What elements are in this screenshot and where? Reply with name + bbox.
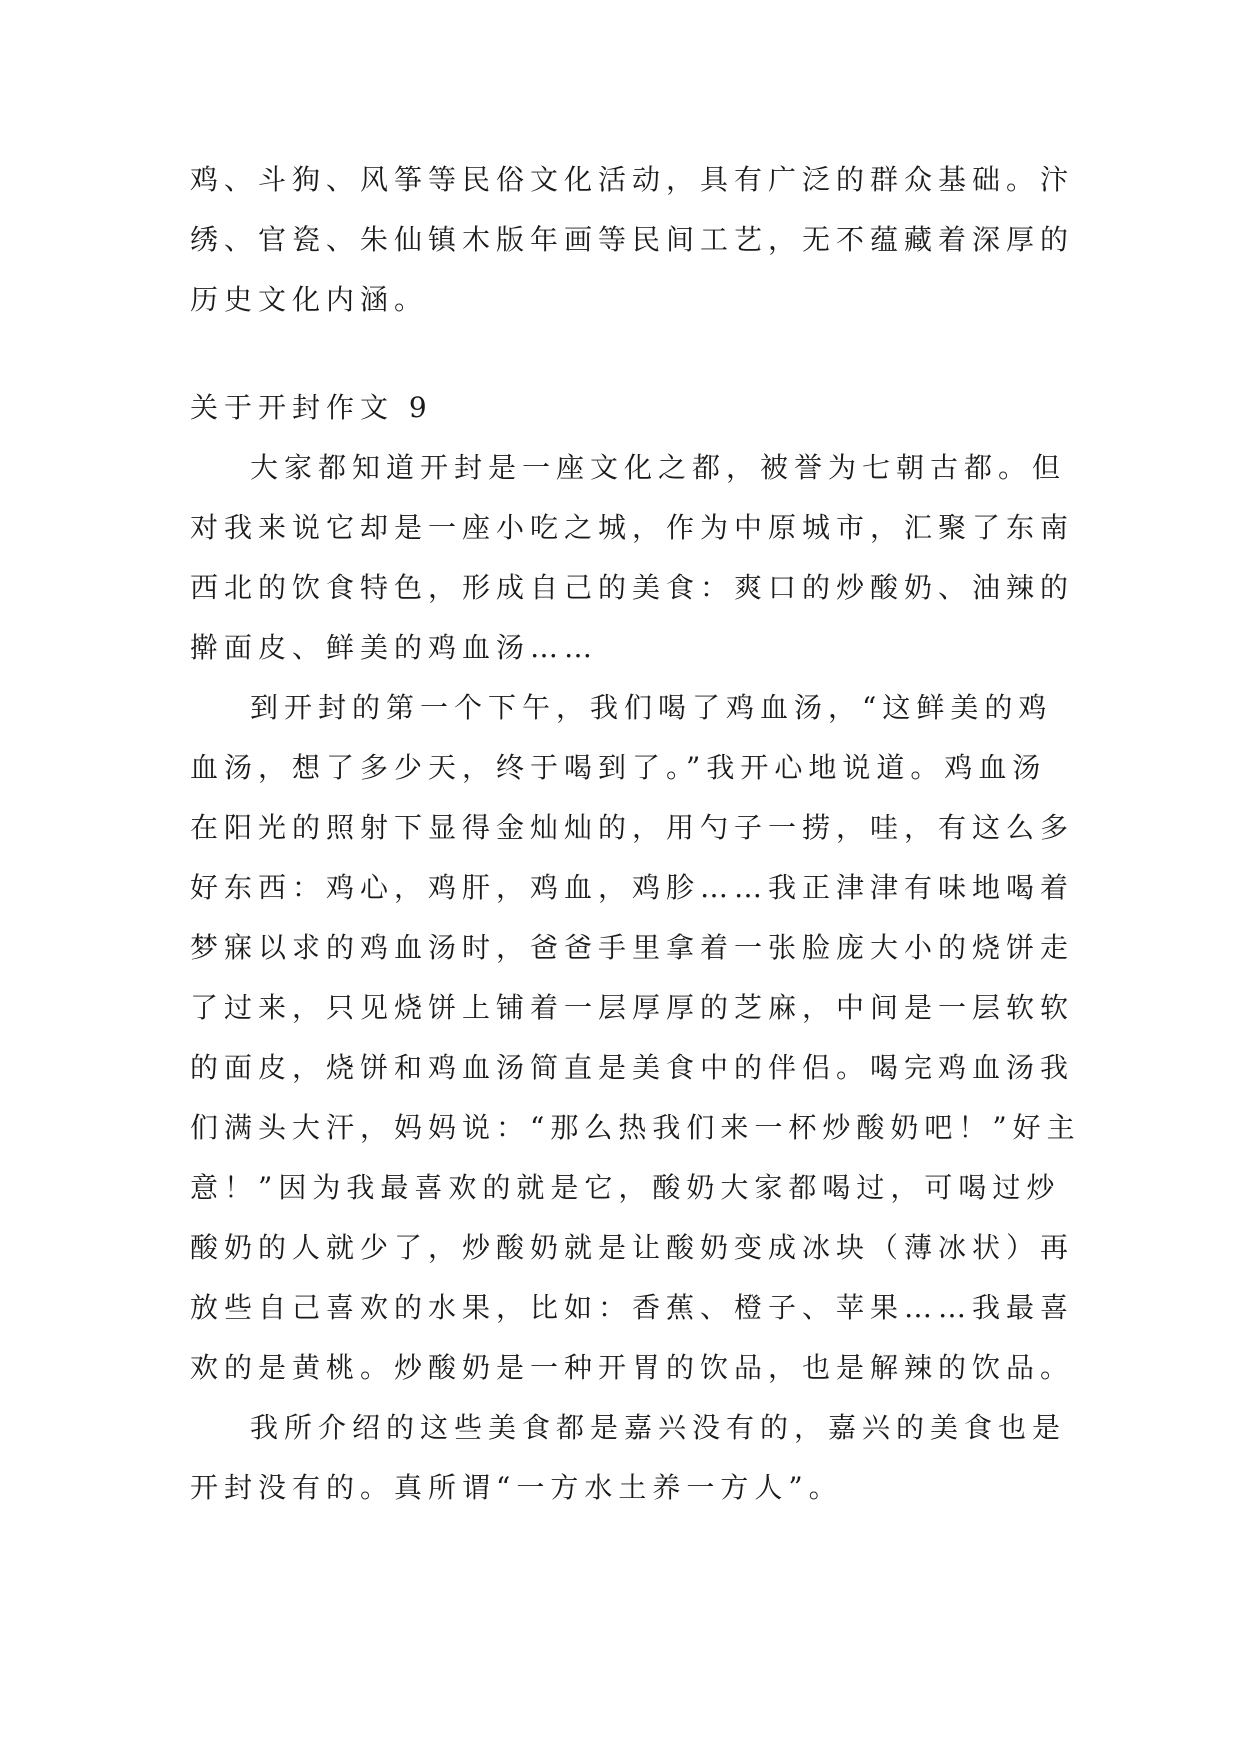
text-line: 在阳光的照射下显得金灿灿的，用勺子一捞，哇，有这么多 [190,811,1075,844]
text-line: 意！”因为我最喜欢的就是它，酸奶大家都喝过，可喝过炒 [190,1171,1061,1204]
text-line: 开封没有的。真所谓“一方水土养一方人”。 [190,1471,843,1504]
paragraph-3 [190,1398,1067,1518]
section-title: 关于开封作文 9 [190,391,433,424]
text-line: 我所介绍的这些美食都是嘉兴没有的，嘉兴的美食也是 [250,1411,1067,1444]
text-line: 的面皮，烧饼和鸡血汤简直是美食中的伴侣。喝完鸡血汤我 [190,1051,1075,1084]
text-line: 们满头大汗，妈妈说：“那么热我们来一杯炒酸奶吧！”好主 [190,1111,1081,1144]
text-line: 欢的是黄桃。炒酸奶是一种开胃的饮品，也是解辣的饮品。 [190,1351,1075,1384]
text-line: 绣、官瓷、朱仙镇木版年画等民间工艺，无不蕴藏着深厚的 [190,223,1075,256]
text-line: 血汤，想了多少天，终于喝到了。”我开心地说道。鸡血汤 [190,751,1047,784]
text-line: 放些自己喜欢的水果，比如：香蕉、橙子、苹果……我最喜 [190,1291,1075,1324]
text-line: 大家都知道开封是一座文化之都，被誉为七朝古都。但 [250,451,1067,484]
text-line: 了过来，只见烧饼上铺着一层厚厚的芝麻，中间是一层软软 [190,991,1075,1024]
text-line: 西北的饮食特色，形成自己的美食：爽口的炒酸奶、油辣的 [190,571,1075,604]
text-line: 到开封的第一个下午，我们喝了鸡血汤，“这鲜美的鸡 [250,691,1053,724]
intro-paragraph [190,150,1075,330]
text-line: 鸡、斗狗、风筝等民俗文化活动，具有广泛的群众基础。汴 [190,163,1075,196]
text-line: 对我来说它却是一座小吃之城，作为中原城市，汇聚了东南 [190,511,1075,544]
document-page [190,150,1081,1518]
text-line: 历史文化内涵。 [190,283,429,316]
paragraph-1 [190,438,1075,678]
paragraph-2 [190,678,1081,1398]
text-line: 好东西：鸡心，鸡肝，鸡血，鸡胗……我正津津有味地喝着 [190,871,1075,904]
text-line: 酸奶的人就少了，炒酸奶就是让酸奶变成冰块（薄冰状）再 [190,1231,1075,1264]
text-line: 擀面皮、鲜美的鸡血汤…… [190,631,599,664]
text-line: 梦寐以求的鸡血汤时，爸爸手里拿着一张脸庞大小的烧饼走 [190,931,1075,964]
